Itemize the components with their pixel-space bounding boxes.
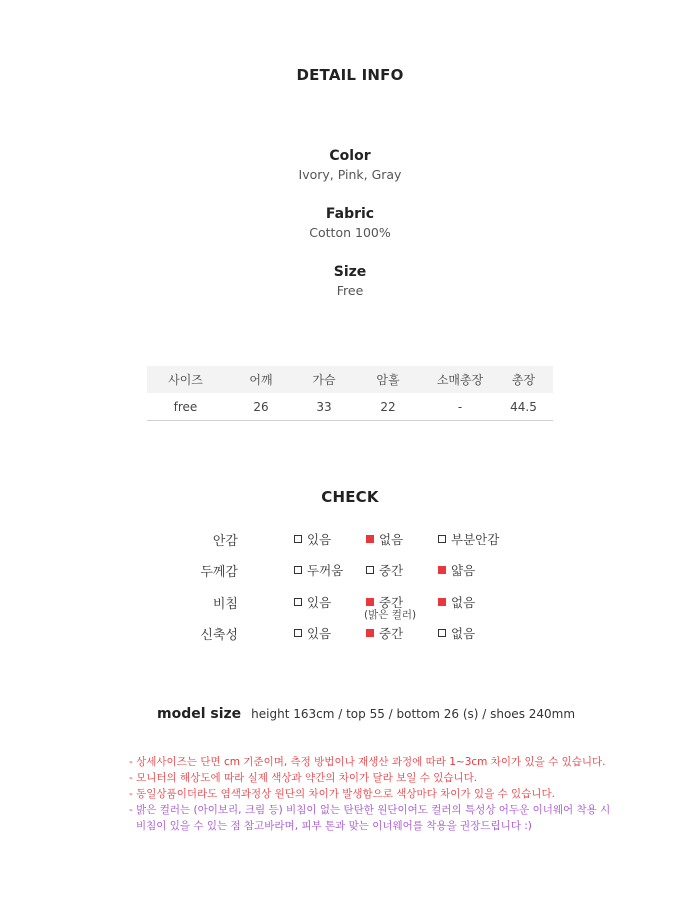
checkbox-filled-icon (438, 598, 446, 606)
size-value: Free (336, 283, 364, 298)
check-option (438, 624, 475, 642)
table-header: 총장 (494, 366, 553, 393)
check-option (366, 561, 403, 579)
check-option (366, 624, 403, 642)
model-size-value: height 163cm / top 55 / bottom 26 (s) / shoes 240mm (251, 707, 576, 721)
check-option-text: 없음 (451, 626, 476, 641)
checkbox-icon (294, 629, 302, 637)
color-label: Color (329, 148, 371, 164)
check-option (438, 593, 475, 611)
checkbox-icon (294, 566, 302, 574)
note-line: - 모니터의 해상도에 따라 실제 색상과 약간의 차이가 달라 보일 수 있습니다. (129, 772, 478, 784)
table-row (147, 393, 553, 421)
check-option-text: 두꺼움 (307, 563, 344, 578)
checkbox-icon (294, 598, 302, 606)
check-option (438, 530, 499, 548)
check-option-text: 중간 (379, 626, 404, 641)
size-label: Size (333, 264, 367, 280)
checkbox-icon (438, 629, 446, 637)
table-cell: 22 (350, 393, 426, 421)
checkbox-icon (294, 535, 302, 543)
detail-info-title: DETAIL INFO (296, 66, 404, 84)
check-option-text: 얇음 (451, 563, 476, 578)
size-table (147, 366, 553, 421)
check-label-stretch: 신축성 (200, 628, 238, 643)
checkbox-filled-icon (438, 566, 446, 574)
check-label-thickness: 두께감 (200, 565, 238, 580)
check-option-text: 없음 (379, 532, 404, 547)
check-option (294, 624, 331, 642)
model-size-row (157, 706, 575, 722)
checkbox-icon (366, 566, 374, 574)
table-header: 소매총장 (426, 366, 494, 393)
color-value: Ivory, Pink, Gray (298, 167, 402, 182)
checkbox-icon (438, 535, 446, 543)
table-cell: 26 (224, 393, 298, 421)
check-option-text: 있음 (307, 532, 332, 547)
check-option (366, 530, 403, 548)
check-option (438, 561, 475, 579)
check-option-text: 있음 (307, 595, 332, 610)
model-size-label: model size (157, 706, 242, 722)
check-option (294, 593, 331, 611)
check-option-text: 부분안감 (451, 532, 500, 547)
table-header: 암홀 (350, 366, 426, 393)
check-label-lining: 안감 (212, 534, 238, 549)
table-cell: - (426, 393, 494, 421)
note-line: 비침이 있을 수 있는 점 참고바라며, 피부 톤과 맞는 이너웨어를 착용을 권장드립니다 :) (136, 820, 532, 832)
note-line: - 동일상품이더라도 염색과정상 원단의 차이가 발생함으로 색상마다 차이가 있을 수 있습니다. (129, 788, 555, 800)
check-option-text: 중간 (379, 563, 404, 578)
size-table-header-row (147, 366, 553, 393)
table-header: 사이즈 (147, 366, 224, 393)
check-title: CHECK (321, 488, 379, 506)
check-option-text: 없음 (451, 595, 476, 610)
fabric-value: Cotton 100% (309, 225, 391, 240)
checkbox-filled-icon (366, 629, 374, 637)
table-cell: 33 (298, 393, 350, 421)
check-label-sheerness: 비침 (212, 597, 238, 612)
check-option-text: 중간 (379, 595, 404, 610)
checkbox-filled-icon (366, 535, 374, 543)
checkbox-filled-icon (366, 598, 374, 606)
note-line: - 상세사이즈는 단면 cm 기준이며, 측정 방법이나 재생산 과정에 따라 1~3cm 차이가 있을 수 있습니다. (129, 756, 606, 768)
note-line: - 밝은 컬러는 (아이보리, 크림 등) 비침이 없는 탄탄한 원단이여도 컬러의 특성상 어두운 이너웨어 착용 시 (129, 804, 611, 816)
table-header: 가슴 (298, 366, 350, 393)
check-option-text: 있음 (307, 626, 332, 641)
check-option (294, 530, 331, 548)
table-header: 어깨 (224, 366, 298, 393)
check-option (294, 561, 343, 579)
check-option-subtext: (밝은 컬러) (364, 609, 417, 621)
fabric-label: Fabric (325, 206, 375, 222)
table-cell: free (147, 393, 224, 421)
table-cell: 44.5 (494, 393, 553, 421)
